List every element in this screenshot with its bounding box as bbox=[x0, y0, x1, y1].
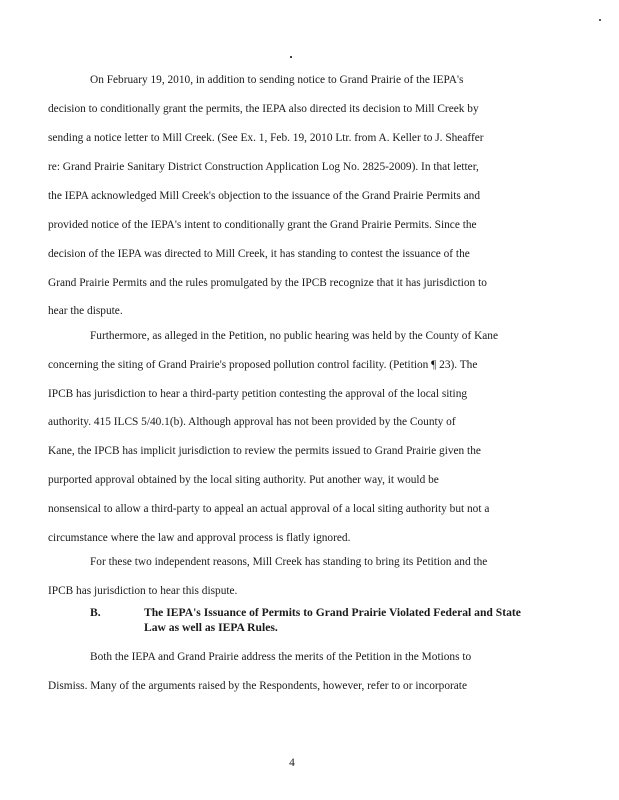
text-line: Grand Prairie Permits and the rules promulgated by the IPCB recognize that it has jurisdiction to bbox=[48, 277, 487, 289]
text-line: decision of the IEPA was directed to Mill Creek, it has standing to contest the issuance of the bbox=[48, 248, 470, 260]
text-line: On February 19, 2010, in addition to sending notice to Grand Prairie of the IEPA's bbox=[90, 74, 464, 86]
text-line: sending a notice letter to Mill Creek. (See Ex. 1, Feb. 19, 2010 Ltr. from A. Keller to J. Sheaffer bbox=[48, 132, 484, 144]
scan-speck bbox=[290, 56, 292, 58]
scan-speck bbox=[599, 19, 601, 21]
page-number: 4 bbox=[289, 757, 295, 769]
section-heading-line: Law as well as IEPA Rules. bbox=[144, 621, 278, 634]
text-line: Both the IEPA and Grand Prairie address the merits of the Petition in the Motions to bbox=[90, 651, 472, 663]
text-line: decision to conditionally grant the permits, the IEPA also directed its decision to Mill Creek by bbox=[48, 103, 479, 115]
text-line: concerning the siting of Grand Prairie's proposed pollution control facility. (Petition ¶ 23). The bbox=[48, 359, 478, 371]
text-line: hear the dispute. bbox=[48, 305, 123, 317]
text-line: authority. 415 ILCS 5/40.1(b). Although approval has not been provided by the County of bbox=[48, 416, 456, 428]
text-line: circumstance where the law and approval process is flatly ignored. bbox=[48, 532, 351, 544]
text-line: IPCB has jurisdiction to hear a third-party petition contesting the approval of the local siting bbox=[48, 388, 468, 400]
text-line: the IEPA acknowledged Mill Creek's objection to the issuance of the Grand Prairie Permits and bbox=[48, 190, 481, 202]
section-heading-letter: B. bbox=[90, 606, 101, 619]
text-line: IPCB has jurisdiction to hear this dispute. bbox=[48, 585, 238, 597]
text-line: Dismiss. Many of the arguments raised by the Respondents, however, refer to or incorporate bbox=[48, 680, 468, 692]
text-line: provided notice of the IEPA's intent to conditionally grant the Grand Prairie Permits. Since the bbox=[48, 219, 477, 231]
text-line: Furthermore, as alleged in the Petition, no public hearing was held by the County of Kane bbox=[90, 330, 499, 342]
text-line: purported approval obtained by the local siting authority. Put another way, it would be bbox=[48, 474, 439, 486]
text-line: For these two independent reasons, Mill Creek has standing to bring its Petition and the bbox=[90, 556, 488, 568]
section-heading-line: The IEPA's Issuance of Permits to Grand Prairie Violated Federal and State bbox=[144, 606, 521, 619]
text-line: nonsensical to allow a third-party to appeal an actual approval of a local siting authority but not a bbox=[48, 503, 490, 515]
text-line: Kane, the IPCB has implicit jurisdiction to review the permits issued to Grand Prairie given the bbox=[48, 445, 481, 457]
text-line: re: Grand Prairie Sanitary District Construction Application Log No. 2825-2009). In that letter, bbox=[48, 161, 479, 173]
